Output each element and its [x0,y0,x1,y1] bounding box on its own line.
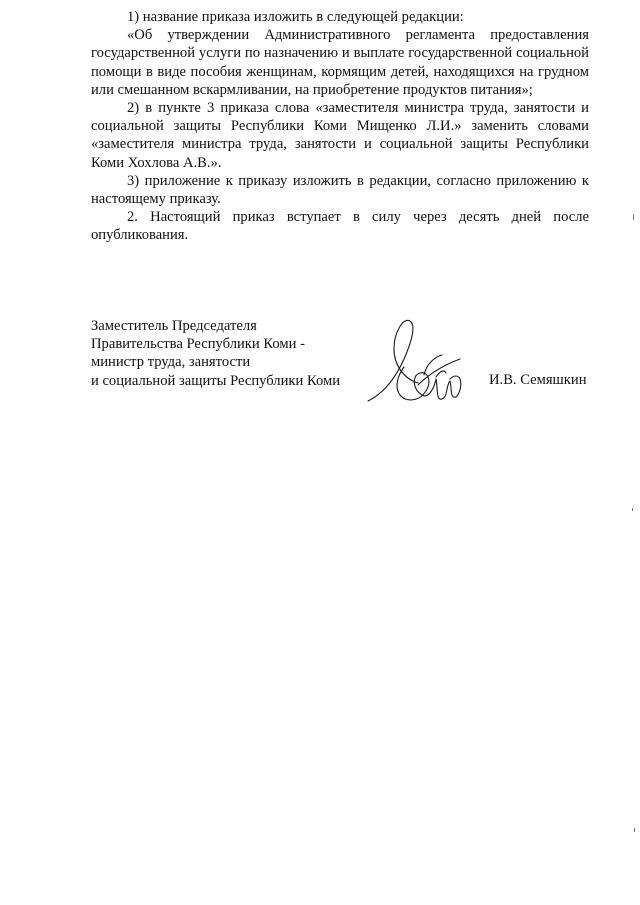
scan-artifact [634,828,635,832]
document-body [91,8,589,245]
signatory-title-line: Правительства Республики Коми - [91,336,305,353]
signatory-title [91,317,340,390]
scan-artifact [632,508,633,511]
signature-block [91,315,591,415]
paragraph-item-2: 2) в пункте 3 приказа слова «заместителя министра труда, занятости и социальной защиты Республики Коми Мищенко Л.И.» заменить словами «заместителя министра труда, занятости и социальной защиты Республики Коми Хохлова А.В.». [91,100,589,171]
paragraph-item-3: 3) приложение к приказу изложить в редакции, согласно приложению к настоящему приказу. [91,172,589,208]
paragraph-item-1: 1) название приказа изложить в следующей редакции: [127,9,464,25]
paragraph-effective-date: 2. Настоящий приказ вступает в силу через десять дней после опубликования. [91,209,589,244]
paragraph-item-1-text: «Об утверждении Административного регламента предоставления государственной услуги по назначению и выплате государственной социальной помощи в виде пособия женщинам, кормящим детей, находящихся на грудном или смешанном вскармливании, на приобретение продуктов питания»; [91,27,589,98]
signatory-name: И.В. Семяшкин [489,372,587,388]
signatory-title-line: Заместитель Председателя [91,318,257,334]
signatory-title-line: министр труда, занятости [91,354,251,371]
handwritten-signature-icon [364,315,469,413]
signatory-title-line: и социальной защиты Республики Коми [91,372,341,389]
scan-artifact [633,214,634,220]
